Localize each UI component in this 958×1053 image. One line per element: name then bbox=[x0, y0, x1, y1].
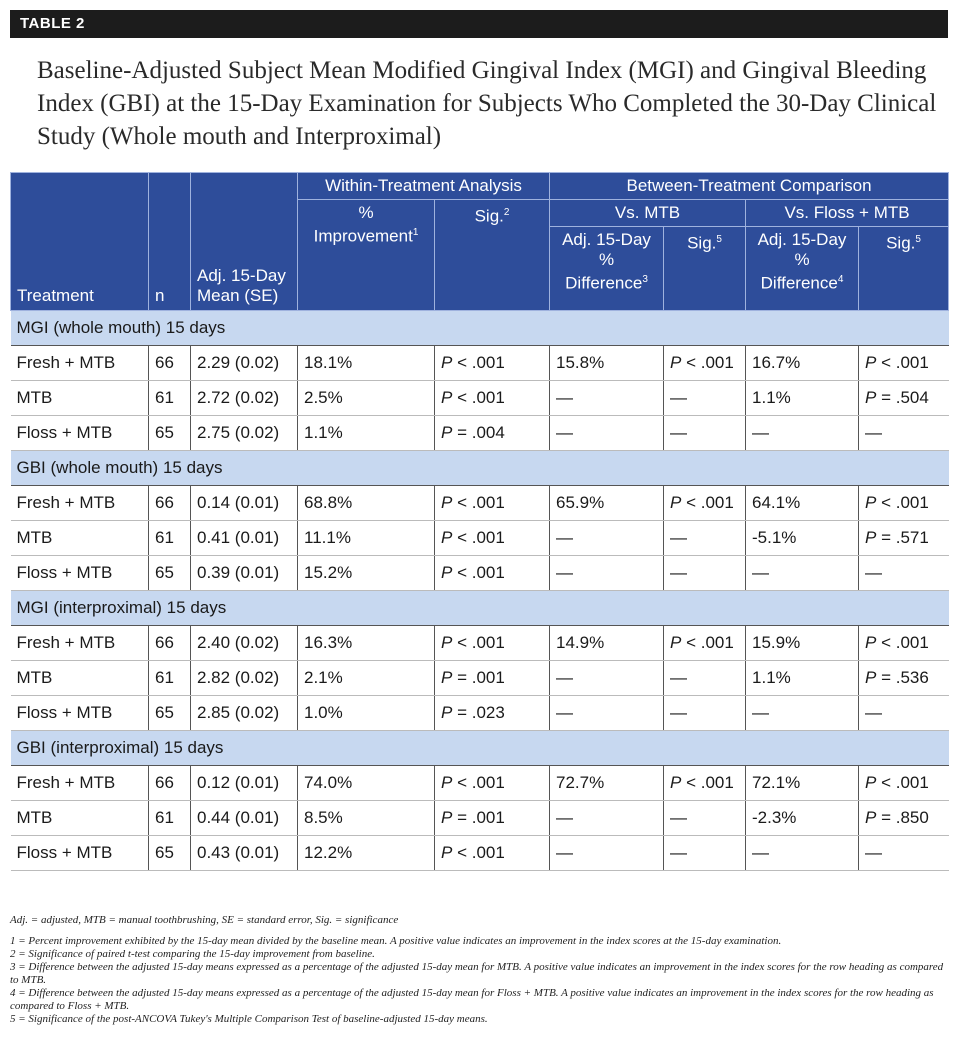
cell-n: 61 bbox=[149, 381, 191, 416]
cell-treatment: MTB bbox=[11, 381, 149, 416]
header-n: n bbox=[149, 173, 191, 311]
table-row bbox=[11, 346, 949, 381]
cell-floss-sig: P < .001 bbox=[859, 486, 949, 521]
cell-mean: 0.41 (0.01) bbox=[191, 521, 298, 556]
header-within-treatment: Within-Treatment Analysis bbox=[298, 173, 550, 200]
table-row bbox=[11, 626, 949, 661]
cell-mtb-diff: — bbox=[550, 556, 664, 591]
cell-sig: P < .001 bbox=[435, 626, 550, 661]
header-floss-diff: Adj. 15-Day % Difference$^4$ bbox=[746, 227, 859, 311]
cell-sig: P < .001 bbox=[435, 556, 550, 591]
cell-n: 65 bbox=[149, 416, 191, 451]
cell-mtb-sig: — bbox=[664, 521, 746, 556]
cell-floss-sig: P < .001 bbox=[859, 766, 949, 801]
cell-sig: P < .001 bbox=[435, 836, 550, 871]
cell-mtb-sig: — bbox=[664, 836, 746, 871]
cell-floss-sig: P < .001 bbox=[859, 346, 949, 381]
cell-sig: P < .001 bbox=[435, 346, 550, 381]
cell-n: 66 bbox=[149, 346, 191, 381]
header-pct-improvement: % Improvement$^1$ bbox=[298, 200, 435, 311]
cell-n: 61 bbox=[149, 521, 191, 556]
table-row bbox=[11, 661, 949, 696]
header-floss-sig: Sig.$^5$ bbox=[859, 227, 949, 311]
cell-mtb-diff: 72.7% bbox=[550, 766, 664, 801]
cell-floss-diff: — bbox=[746, 556, 859, 591]
cell-sig: P = .001 bbox=[435, 801, 550, 836]
cell-n: 61 bbox=[149, 801, 191, 836]
cell-mean: 2.40 (0.02) bbox=[191, 626, 298, 661]
cell-floss-diff: -5.1% bbox=[746, 521, 859, 556]
cell-mtb-diff: — bbox=[550, 661, 664, 696]
header-mtb-diff: Adj. 15-Day % Difference$^3$ bbox=[550, 227, 664, 311]
cell-mean: 0.43 (0.01) bbox=[191, 836, 298, 871]
cell-treatment: Fresh + MTB bbox=[11, 626, 149, 661]
cell-floss-sig: — bbox=[859, 696, 949, 731]
footnote-3: 3 = Difference between the adjusted 15-day means expressed as a percentage of the adjusted 15-day mean for MTB. A positive value indicates an improvement in the index scores for the row heading as compared to MTB. bbox=[10, 961, 944, 986]
table-body bbox=[11, 311, 949, 871]
cell-mtb-sig: P < .001 bbox=[664, 486, 746, 521]
cell-sig: P = .001 bbox=[435, 661, 550, 696]
footnote-1: 1 = Percent improvement exhibited by the 15-day mean divided by the baseline mean. A positive value indicates an improvement in the index scores at the 15-day examination. bbox=[10, 935, 782, 947]
cell-sig: P = .023 bbox=[435, 696, 550, 731]
cell-mtb-sig: — bbox=[664, 556, 746, 591]
cell-mtb-diff: — bbox=[550, 836, 664, 871]
header-adj-mean: Adj. 15-Day Mean (SE) bbox=[191, 173, 298, 311]
section-header: GBI (interproximal) 15 days bbox=[11, 731, 949, 766]
cell-mtb-sig: — bbox=[664, 696, 746, 731]
footnote-5: 5 = Significance of the post-ANCOVA Tukey's Multiple Comparison Test of baseline-adjusted 15-day means. bbox=[10, 1013, 488, 1025]
cell-mtb-sig: P < .001 bbox=[664, 766, 746, 801]
table-row bbox=[11, 696, 949, 731]
cell-mean: 2.85 (0.02) bbox=[191, 696, 298, 731]
cell-improvement: 2.1% bbox=[298, 661, 435, 696]
cell-floss-sig: P = .850 bbox=[859, 801, 949, 836]
cell-mtb-sig: — bbox=[664, 801, 746, 836]
header-vs-floss: Vs. Floss + MTB bbox=[746, 200, 949, 227]
cell-mtb-sig: P < .001 bbox=[664, 346, 746, 381]
cell-treatment: Floss + MTB bbox=[11, 836, 149, 871]
cell-mtb-diff: — bbox=[550, 521, 664, 556]
cell-n: 65 bbox=[149, 836, 191, 871]
cell-treatment: Fresh + MTB bbox=[11, 486, 149, 521]
header-vs-mtb: Vs. MTB bbox=[550, 200, 746, 227]
cell-mtb-diff: — bbox=[550, 696, 664, 731]
header-mtb-sig: Sig.$^5$ bbox=[664, 227, 746, 311]
cell-n: 66 bbox=[149, 486, 191, 521]
cell-improvement: 16.3% bbox=[298, 626, 435, 661]
cell-mean: 0.44 (0.01) bbox=[191, 801, 298, 836]
cell-mtb-diff: 65.9% bbox=[550, 486, 664, 521]
section-header: GBI (whole mouth) 15 days bbox=[11, 451, 949, 486]
table-row bbox=[11, 556, 949, 591]
cell-mean: 2.75 (0.02) bbox=[191, 416, 298, 451]
cell-mtb-sig: P < .001 bbox=[664, 626, 746, 661]
cell-floss-sig: P = .536 bbox=[859, 661, 949, 696]
cell-floss-diff: 1.1% bbox=[746, 381, 859, 416]
cell-mtb-diff: 15.8% bbox=[550, 346, 664, 381]
cell-mean: 2.29 (0.02) bbox=[191, 346, 298, 381]
table-row bbox=[11, 416, 949, 451]
cell-mtb-diff: 14.9% bbox=[550, 626, 664, 661]
cell-mtb-diff: — bbox=[550, 416, 664, 451]
cell-treatment: MTB bbox=[11, 661, 149, 696]
cell-floss-diff: — bbox=[746, 696, 859, 731]
header-sig-within: Sig.$^2$ bbox=[435, 200, 550, 311]
cell-improvement: 74.0% bbox=[298, 766, 435, 801]
footnote-4: 4 = Difference between the adjusted 15-day means expressed as a percentage of the adjusted 15-day mean for Floss + MTB. A positive value indicates an improvement in the index scores for the row heading as compared to Floss + MTB. bbox=[10, 987, 934, 1012]
cell-improvement: 15.2% bbox=[298, 556, 435, 591]
cell-sig: P < .001 bbox=[435, 381, 550, 416]
cell-mean: 0.39 (0.01) bbox=[191, 556, 298, 591]
cell-sig: P < .001 bbox=[435, 766, 550, 801]
cell-sig: P < .001 bbox=[435, 486, 550, 521]
cell-mean: 0.14 (0.01) bbox=[191, 486, 298, 521]
cell-floss-diff: 1.1% bbox=[746, 661, 859, 696]
cell-sig: P < .001 bbox=[435, 521, 550, 556]
table-row bbox=[11, 766, 949, 801]
table-row bbox=[11, 836, 949, 871]
section-header: MGI (interproximal) 15 days bbox=[11, 591, 949, 626]
cell-improvement: 11.1% bbox=[298, 521, 435, 556]
cell-n: 65 bbox=[149, 696, 191, 731]
table-row bbox=[11, 801, 949, 836]
cell-improvement: 8.5% bbox=[298, 801, 435, 836]
cell-floss-diff: 72.1% bbox=[746, 766, 859, 801]
footnote-abbreviations: Adj. = adjusted, MTB = manual toothbrushing, SE = standard error, Sig. = significance bbox=[10, 914, 399, 926]
cell-treatment: Fresh + MTB bbox=[11, 346, 149, 381]
cell-improvement: 1.0% bbox=[298, 696, 435, 731]
table-row bbox=[11, 381, 949, 416]
cell-floss-diff: 15.9% bbox=[746, 626, 859, 661]
cell-improvement: 12.2% bbox=[298, 836, 435, 871]
cell-sig: P = .004 bbox=[435, 416, 550, 451]
cell-treatment: Floss + MTB bbox=[11, 696, 149, 731]
cell-treatment: MTB bbox=[11, 521, 149, 556]
cell-improvement: 2.5% bbox=[298, 381, 435, 416]
table-label-bar bbox=[10, 10, 948, 38]
cell-mtb-sig: — bbox=[664, 661, 746, 696]
cell-floss-diff: — bbox=[746, 416, 859, 451]
cell-floss-sig: — bbox=[859, 556, 949, 591]
cell-n: 65 bbox=[149, 556, 191, 591]
cell-floss-diff: — bbox=[746, 836, 859, 871]
cell-floss-diff: -2.3% bbox=[746, 801, 859, 836]
cell-improvement: 18.1% bbox=[298, 346, 435, 381]
footnote-2: 2 = Significance of paired t-test comparing the 15-day improvement from baseline. bbox=[10, 948, 375, 960]
cell-n: 66 bbox=[149, 766, 191, 801]
cell-improvement: 68.8% bbox=[298, 486, 435, 521]
cell-floss-sig: P = .571 bbox=[859, 521, 949, 556]
cell-mean: 2.72 (0.02) bbox=[191, 381, 298, 416]
cell-improvement: 1.1% bbox=[298, 416, 435, 451]
cell-mean: 0.12 (0.01) bbox=[191, 766, 298, 801]
cell-floss-diff: 16.7% bbox=[746, 346, 859, 381]
cell-floss-sig: — bbox=[859, 836, 949, 871]
cell-floss-diff: 64.1% bbox=[746, 486, 859, 521]
header-treatment: Treatment bbox=[11, 173, 149, 311]
table-row bbox=[11, 486, 949, 521]
cell-floss-sig: P < .001 bbox=[859, 626, 949, 661]
header-between-treatment: Between-Treatment Comparison bbox=[550, 173, 949, 200]
table-row bbox=[11, 521, 949, 556]
cell-mtb-sig: — bbox=[664, 381, 746, 416]
cell-floss-sig: — bbox=[859, 416, 949, 451]
cell-mtb-diff: — bbox=[550, 381, 664, 416]
cell-mtb-sig: — bbox=[664, 416, 746, 451]
cell-treatment: Fresh + MTB bbox=[11, 766, 149, 801]
cell-n: 66 bbox=[149, 626, 191, 661]
results-table bbox=[10, 172, 949, 871]
cell-floss-sig: P = .504 bbox=[859, 381, 949, 416]
cell-n: 61 bbox=[149, 661, 191, 696]
cell-mtb-diff: — bbox=[550, 801, 664, 836]
cell-mean: 2.82 (0.02) bbox=[191, 661, 298, 696]
table-label: TABLE 2 bbox=[20, 15, 85, 32]
table-title: Baseline-Adjusted Subject Mean Modified Gingival Index (MGI) and Gingival Bleeding Index (GBI) at the 15-Day Examination for Subjects Who Completed the 30-Day Clinical Study (Whole mouth and Interproximal) bbox=[37, 57, 937, 150]
section-header: MGI (whole mouth) 15 days bbox=[11, 311, 949, 346]
cell-treatment: Floss + MTB bbox=[11, 556, 149, 591]
cell-treatment: MTB bbox=[11, 801, 149, 836]
cell-treatment: Floss + MTB bbox=[11, 416, 149, 451]
footnotes bbox=[10, 914, 950, 1026]
